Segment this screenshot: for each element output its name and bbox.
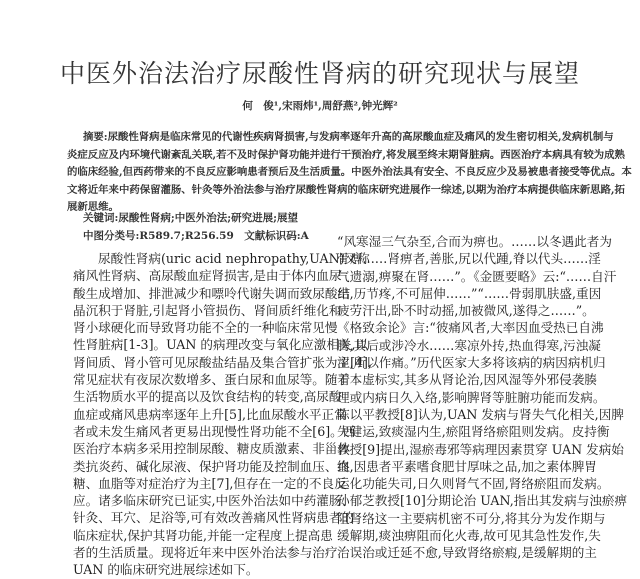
text-line: 血症或痛风患病率逐年上升[5],比血尿酸水平正常: [73, 406, 347, 422]
text-line: 性肾脏病[1-3]。UAN 的病理改变与氧化应激相关,以: [73, 337, 369, 353]
text-line: 应。诸多临床研究已证实,中医外治法如中药灌肠、: [73, 493, 355, 509]
text-line: 疲劳汗出,卧不时动摇,加被微风,遂得之……”。: [337, 303, 595, 319]
keywords: 关键词:尿酸性肾病;中医外治法;研究进展;展望: [83, 212, 299, 224]
text-line: 者的生活质量。现将近年来中医外治法参与治疗: [73, 545, 338, 561]
text-line: 晶沉积于肾脏,引起肾小管损伤、肾间质纤维化和: [73, 302, 342, 318]
text-line: 针灸、耳穴、足浴等,可有效改善痛风性肾病患者的: [73, 510, 355, 526]
text-line: 终,因患者平素嗜食肥甘厚味之品,加之素体脾胃: [337, 458, 597, 474]
text-line: 生活物质水平的提高以及饮食结构的转变,高尿酸: [73, 389, 342, 405]
text-line: 痛风性肾病、高尿酸血症肾损害,是由于体内血尿: [73, 268, 342, 284]
text-line: 运化功能失司,日久则肾气不固,肾络瘀阻而发病。: [337, 476, 610, 492]
text-line: “风寒湿三气杂至,合而为痹也。……以冬遇此者为: [337, 234, 612, 249]
abstract: [67, 129, 632, 217]
text-line: 炎症反应及内环境代谢紊乱关联,若不及时保护肾功能并进行干预治疗,将发展至终末期肾脏病。西医治疗本病具有较为成熟: [67, 148, 625, 161]
author-list: 何 俊¹,宋雨炜¹,周舒燕²,钟光辉²: [242, 100, 398, 112]
text-line: 者或未发生痛风者更易出现慢性肾功能不全[6]。西: [73, 423, 356, 439]
text-line: 展新思维。: [67, 201, 119, 213]
text-line: 气遗溺,痹聚在肾……”。《金匮要略》云:“……自汗: [337, 268, 617, 284]
text-line: 出,历节疼,不可屈伸……”“……骨弱肌肤盛,重因: [337, 285, 602, 301]
classification-code: 中图分类号:R589.7;R256.59 文献标识码:A: [83, 230, 309, 242]
text-line: 常见症状有夜尿次数增多、蛋白尿和血尿等。随着: [73, 372, 351, 388]
text-line: 类抗炎药、碱化尿液、保护肾功能及控制血压、血: [73, 458, 351, 474]
text-line: 《格致余论》言:“彼痛风者,大率因血受热已自沸: [337, 320, 604, 336]
text-line: 失健运,致痰湿内生,瘀阻肾络瘀阻则发病。皮持衡: [337, 424, 610, 440]
text-line: 孙郁芝教授[10]分期论治 UAN,指出其发病与浊瘀痹: [337, 493, 628, 509]
text-line: 医治疗本病多采用控制尿酸、糖皮质激素、非甾体: [73, 441, 351, 457]
text-line: 的临床经验,但西药带来的不良反应影响患者预后及生活质量。中医外治法具有安全、不良反应少及易被患者接受等优点。本: [67, 166, 632, 178]
text-line: 治误治或迁延不愈,导致肾络瘀瘕,是缓解期的主: [337, 545, 597, 561]
text-line: 摘要:尿酸性肾病是临床常见的代谢性疾病肾损害,与发病率逐年升高的高尿酸血症及痛风的发生密切相关,发病机制与: [83, 131, 614, 143]
text-line: 阻肾络这一主要病机密不可分,将其分为发作期与: [337, 510, 606, 526]
text-line: 教授[9]提出,湿瘀毒邪等病理因素贯穿 UAN 发病始: [337, 441, 624, 457]
text-line: 骨痹……肾痹者,善胀,尻以代踵,脊以代头……淫: [337, 251, 601, 267]
text-line: 陈以平教授[8]认为,UAN 发病与肾失气化相关,因脾: [337, 406, 624, 422]
body-column-right: [337, 233, 628, 562]
text-line: 肾小球硬化而导致肾功能不全的一种临床常见慢: [73, 320, 338, 336]
text-line: UAN 的临床研究进展综述如下。: [73, 562, 259, 578]
text-line: 酸生成增加、排泄减少和嘌呤代谢失调而致尿酸结: [73, 285, 351, 301]
text-line: 理或内病日久入络,影响脾肾等脏腑功能而发病。: [337, 389, 606, 405]
paper-title: 中医外治法治疗尿酸性肾病的研究现状与展望: [59, 59, 580, 88]
text-line: 糖、血脂等对症治疗为主[7],但存在一定的不良反: [73, 475, 347, 491]
text-line: 尿酸性肾病(uric acid nephropathy,UAN)又称: [98, 251, 370, 266]
body-column-left: [73, 250, 372, 579]
text-line: 涩,所以作痛。”历代医家大多将该病的病因病机归: [337, 355, 606, 371]
text-line: 腾,其后或涉冷水……寒凉外抟,热血得寒,污浊凝: [337, 337, 601, 353]
text-line: 缓解期,痰浊痹阻而化火毒,故可见其急性发作,失: [337, 528, 601, 544]
text-line: 临床症状,保护其肾功能,并能一定程度上提高患: [73, 527, 333, 543]
text-line: 于本虚标实,其多从肾论治,因风湿等外邪侵袭腠: [337, 372, 597, 388]
text-line: 肾间质、肾小管可见尿酸盐结晶及集合管扩张为主[4],: [73, 354, 372, 370]
text-line: 文将近年来中药保留灌肠、针灸等外治法参与治疗尿酸性肾病的临床研究进展作一综述,以期为治疗本病提供临床新思路,拓: [67, 183, 625, 196]
